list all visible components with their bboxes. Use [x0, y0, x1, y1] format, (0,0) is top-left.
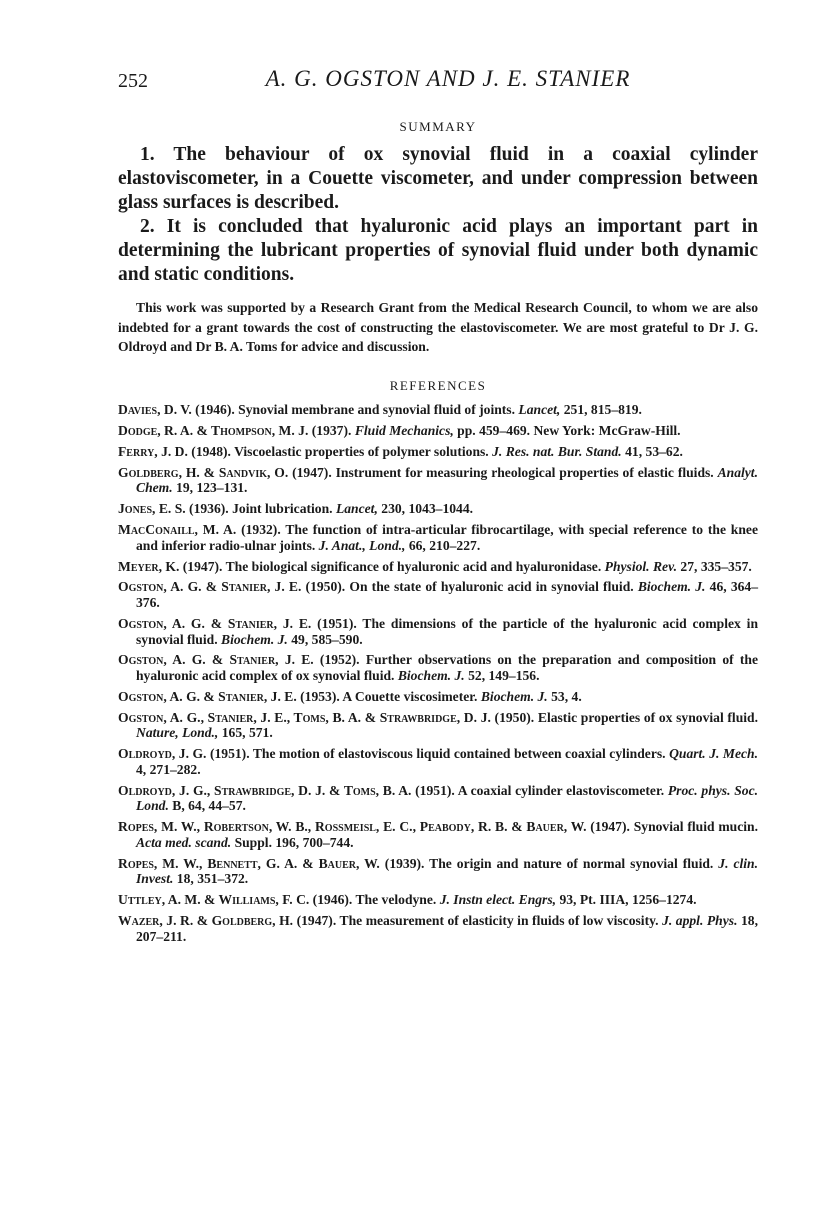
reference-journal: J. Res. nat. Bur. Stand.: [492, 443, 622, 459]
reference-entry: [118, 423, 758, 439]
summary-list: [118, 143, 758, 287]
reference-authors: Uttley, A. M. & Williams, F. C. (1946).: [118, 892, 353, 908]
reference-authors: Ogston, A. G., Stanier, J. E., Toms, B. A. & Strawbridge, D. J. (1950).: [118, 709, 535, 725]
reference-title: The biological significance of hyaluronic acid and hyaluronidase.: [225, 558, 602, 574]
reference-pages: 271–282.: [149, 761, 201, 777]
reference-authors: Wazer, J. R. & Goldberg, H. (1947).: [118, 913, 337, 929]
reference-title: The motion of elastoviscous liquid contained between coaxial cylinders.: [252, 746, 666, 762]
reference-volume: 66,: [408, 537, 426, 553]
reference-list: [118, 402, 758, 950]
reference-volume: 49,: [291, 631, 309, 647]
reference-pages: 149–156.: [488, 667, 540, 683]
reference-authors: Goldberg, H. & Sandvik, O. (1947).: [118, 464, 332, 480]
reference-authors: Ogston, A. G. & Stanier, J. E. (1953).: [118, 688, 340, 704]
reference-entry: [118, 616, 758, 647]
reference-entry: [118, 783, 758, 814]
reference-entry: [118, 746, 758, 777]
reference-journal: Physiol. Rev.: [604, 558, 678, 574]
reference-title: Synovial fluid mucin.: [633, 819, 759, 835]
reference-pages: 4.: [571, 688, 582, 704]
reference-authors: Ropes, M. W., Bennett, G. A. & Bauer, W. (1939).: [118, 855, 425, 871]
reference-journal: J. Anat., Lond.,: [318, 537, 406, 553]
reference-authors: Dodge, R. A. & Thompson, M. J. (1937).: [118, 422, 352, 438]
reference-volume: 46,: [709, 579, 727, 595]
reference-volume: 93,: [559, 892, 577, 908]
reference-journal: Biochem. J.: [397, 667, 465, 683]
reference-authors: Ogston, A. G. & Stanier, J. E. (1952).: [118, 652, 360, 668]
reference-journal: Nature, Lond.,: [136, 725, 219, 741]
reference-title: Further observations on the preparation and composition of the hyaluronic acid complex of ox synovial fluid.: [136, 652, 759, 683]
reference-entry: [118, 710, 758, 741]
reference-title: Synovial membrane and synovial fluid of joints.: [238, 402, 515, 417]
reference-authors: Meyer, K. (1947).: [118, 558, 223, 574]
reference-title: Joint lubrication.: [232, 501, 333, 517]
reference-volume: 41,: [625, 443, 643, 459]
reference-title: Instrument for measuring rheological properties of elastic fluids.: [335, 464, 714, 480]
reference-pages: 815–819.: [590, 402, 642, 417]
reference-volume: 18,: [176, 871, 194, 887]
reference-pages: 53–62.: [645, 443, 683, 459]
reference-pages: pp. 459–469. New York: McGraw-Hill.: [457, 422, 681, 438]
reference-journal: J. appl. Phys.: [662, 913, 738, 929]
reference-entry: [118, 501, 758, 517]
page-number: 252: [118, 70, 148, 92]
reference-entry: [118, 652, 758, 683]
reference-title: On the state of hyaluronic acid in synovial fluid.: [349, 579, 634, 595]
reference-authors: MacConaill, M. A. (1932).: [118, 522, 281, 538]
running-head: [118, 66, 758, 100]
reference-journal: Biochem. J.: [637, 579, 706, 595]
reference-volume: 19,: [176, 480, 194, 496]
reference-title: The measurement of elasticity in fluids of low viscosity.: [339, 913, 659, 929]
running-title: A. G. OGSTON AND J. E. STANIER: [265, 66, 631, 91]
reference-authors: Ogston, A. G. & Stanier, J. E. (1951).: [118, 615, 357, 631]
reference-authors: Jones, E. S. (1936).: [118, 501, 229, 517]
reference-authors: Ferry, J. D. (1948).: [118, 443, 231, 459]
reference-title: A coaxial cylinder elastoviscometer.: [457, 782, 665, 798]
reference-pages: 571.: [248, 725, 273, 741]
reference-title: The function of intra-articular fibrocartilage, with special reference to the knee and inferior radio-ulnar joints.: [136, 522, 758, 553]
reference-volume: 52,: [468, 667, 486, 683]
reference-journal: Lancet,: [518, 402, 561, 417]
reference-journal: Quart. J. Mech.: [669, 746, 758, 762]
reference-entry: [118, 689, 758, 705]
reference-entry: [118, 444, 758, 460]
reference-entry: [118, 402, 758, 418]
reference-pages: 335–357.: [700, 558, 752, 574]
reference-journal: Proc. phys. Soc. Lond.: [136, 782, 759, 814]
reference-journal: Biochem. J.: [221, 631, 288, 647]
reference-title: Viscoelastic properties of polymer solutions.: [234, 443, 489, 459]
reference-title: The velodyne.: [355, 892, 437, 908]
reference-volume: B, 64,: [172, 798, 206, 814]
reference-pages: 364–376.: [136, 579, 759, 611]
reference-pages: 1043–1044.: [408, 501, 474, 517]
summary-heading: SUMMARY: [399, 119, 477, 134]
reference-entry: [118, 579, 758, 610]
reference-volume: 53,: [551, 688, 569, 704]
summary-item: 1. The behaviour of ox synovial fluid in a coaxial cylinder elastoviscometer, in a Couette viscometer, and under compression between glass surfaces is described.: [118, 144, 758, 213]
reference-title: The dimensions of the particle of the hyaluronic acid complex in synovial fluid.: [136, 615, 759, 647]
reference-journal: Biochem. J.: [480, 688, 548, 704]
reference-entry: [118, 819, 758, 850]
reference-volume: 4,: [136, 761, 147, 777]
reference-pages: 351–372.: [197, 871, 249, 887]
reference-volume: 18,: [741, 913, 758, 929]
reference-title: The origin and nature of normal synovial fluid.: [429, 855, 714, 871]
reference-pages: Pt. IIIA, 1256–1274.: [579, 892, 697, 908]
reference-authors: Davies, D. V. (1946).: [118, 402, 235, 417]
reference-pages: 207–211.: [136, 928, 187, 944]
reference-entry: [118, 892, 758, 908]
reference-pages: Suppl. 196, 700–744.: [234, 834, 354, 850]
reference-authors: Oldroyd, J. G. (1951).: [118, 746, 250, 762]
reference-entry: [118, 913, 758, 944]
reference-volume: 251,: [563, 402, 588, 417]
reference-title: Elastic properties of ox synovial fluid.: [537, 709, 758, 725]
reference-journal: J. clin. Invest.: [136, 855, 759, 887]
reference-pages: 123–131.: [196, 480, 248, 496]
reference-authors: Ropes, M. W., Robertson, W. B., Rossmeisl, E. C., Peabody, R. B. & Bauer, W. (1947).: [118, 819, 630, 835]
reference-journal: J. Instn elect. Engrs,: [439, 892, 557, 908]
references-heading: REFERENCES: [389, 378, 487, 393]
summary-item: 2. It is concluded that hyaluronic acid plays an important part in determining the lubricant properties of synovial fluid under both dynamic and static conditions.: [118, 216, 758, 285]
reference-entry: [118, 559, 758, 575]
reference-authors: Ogston, A. G. & Stanier, J. E. (1950).: [118, 579, 346, 595]
reference-volume: 27,: [680, 558, 698, 574]
reference-journal: Fluid Mechanics,: [354, 422, 454, 438]
reference-entry: [118, 522, 758, 553]
reference-entry: [118, 856, 758, 887]
reference-journal: Acta med. scand.: [136, 834, 232, 850]
acknowledgement: This work was supported by a Research Grant from the Medical Research Council, to whom we are also indebted for a grant towards the cost of constructing the elastoviscometer. We are most grateful to Dr J. G. Oldroyd and Dr B. A. Toms for advice and discussion.: [118, 300, 758, 354]
reference-entry: [118, 465, 758, 496]
reference-volume: 230,: [381, 501, 406, 517]
reference-journal: Analyt. Chem.: [136, 464, 758, 496]
reference-pages: 585–590.: [311, 631, 363, 647]
reference-pages: 44–57.: [208, 798, 246, 814]
reference-title: A Couette viscosimeter.: [342, 688, 478, 704]
reference-authors: Oldroyd, J. G., Strawbridge, D. J. & Toms, B. A. (1951).: [118, 782, 455, 798]
reference-volume: 165,: [221, 725, 246, 741]
reference-pages: 210–227.: [429, 537, 481, 553]
reference-journal: Lancet,: [335, 501, 378, 517]
